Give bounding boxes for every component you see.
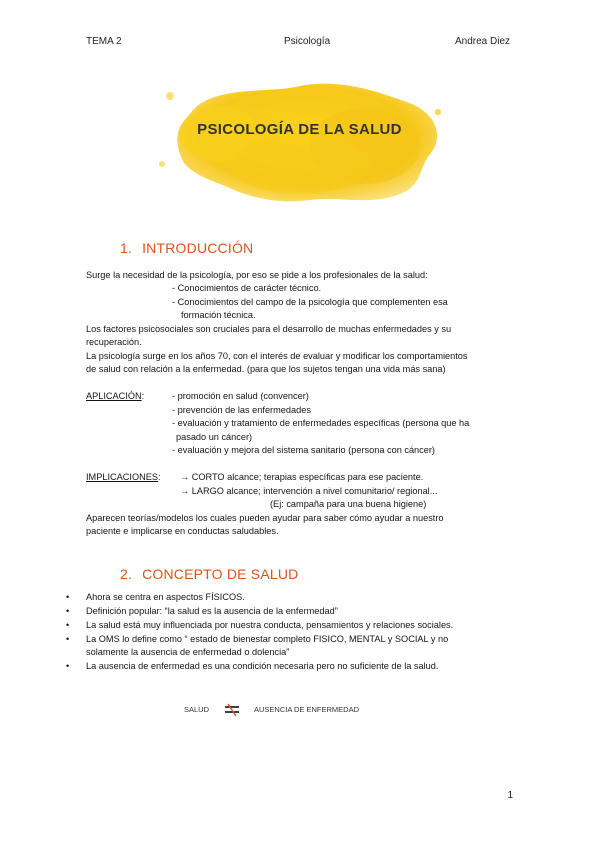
bullet-icon: • [66, 634, 70, 644]
diagram-left-label: SALUD [184, 705, 210, 714]
implicaciones-colon: : [157, 472, 161, 482]
watercolor-banner [150, 74, 450, 209]
aplicacion-item-1: - promoción en salud (convencer) [172, 391, 309, 401]
need-item-1: - Conocimientos de carácter técnico. [172, 283, 322, 293]
aplicacion-label-row [86, 390, 144, 403]
bullet-icon: • [66, 606, 70, 616]
section-title: INTRODUCCIÓN [142, 240, 254, 256]
page-title: PSICOLOGÍA DE LA SALUD [197, 121, 402, 138]
header-left: TEMA 2 [86, 36, 122, 47]
section-heading-introduccion [120, 240, 253, 256]
bullet-text-4-cont: solamente la ausencia de enfermedad o dolencia” [86, 647, 290, 657]
header-center: Psicología [284, 36, 331, 47]
section-heading-concepto [120, 566, 298, 582]
not-equal-icon [224, 702, 240, 718]
page-number: 1 [507, 790, 513, 801]
bullet-icon: • [66, 620, 70, 630]
section-number: 1. [120, 240, 133, 256]
implicaciones-item-2: → LARGO alcance; intervención a nivel comunitario/ regional... [180, 486, 438, 496]
bullet-text-4: La OMS lo define como “ estado de bienestar completo FISICO, MENTAL y SOCIAL y no [86, 634, 449, 644]
need-item-2: - Conocimientos del campo de la psicología que complementen esa [172, 297, 448, 307]
paragraph-surge-2: de salud con relación a la enfermedad. (para que los sujetos tengan una vida más sana) [86, 364, 446, 374]
aplicacion-label: APLICACIÓN [86, 391, 142, 401]
aplicacion-colon: : [141, 391, 145, 401]
paragraph-factors-1: Los factores psicosociales son cruciales para el desarrollo de muchas enfermedades y su [86, 324, 452, 334]
diagram-right-label: AUSENCIA DE ENFERMEDAD [254, 705, 360, 714]
header-right: Andrea Diez [455, 36, 511, 47]
bullet-text-3: La salud está muy influenciada por nuestra conducta, pensamientos y relaciones sociales. [86, 620, 454, 630]
paragraph-models-1: Aparecen teorías/modelos los cuales pueden ayudar para saber cómo ayudar a nuestro [86, 513, 444, 523]
implicaciones-item-1: → CORTO alcance; terapias específicas para ese paciente. [180, 472, 424, 482]
section-number: 2. [120, 566, 133, 582]
implicaciones-example: (Ej: campaña para una buena higiene) [270, 499, 427, 509]
aplicacion-item-2: - prevención de las enfermedades [172, 405, 311, 415]
implicaciones-label-row [86, 471, 161, 484]
bullet-text-1: Ahora se centra en aspectos FÍSICOS. [86, 592, 245, 602]
section-title: CONCEPTO DE SALUD [142, 566, 299, 582]
aplicacion-item-3: - evaluación y tratamiento de enfermedades específicas (persona que ha [172, 418, 470, 428]
aplicacion-item-3-cont: pasado un cáncer) [176, 432, 253, 442]
paragraph-models-2: paciente e implicarse en conductas saludables. [86, 526, 279, 536]
implicaciones-label: IMPLICACIONES [86, 472, 158, 482]
bullet-text-2: Definición popular: “la salud es la ausencia de la enfermedad” [86, 606, 338, 616]
bullet-text-5: La ausencia de enfermedad es una condición necesaria pero no suficiente de la salud. [86, 661, 439, 671]
aplicacion-item-4: - evaluación y mejora del sistema sanitario (persona con cáncer) [172, 445, 435, 455]
paragraph-factors-2: recuperación. [86, 337, 142, 347]
bullet-icon: • [66, 661, 70, 671]
paragraph-intro: Surge la necesidad de la psicología, por eso se pide a los profesionales de la salud: [86, 270, 428, 280]
paragraph-surge-1: La psicología surge en los años 70, con el interés de evaluar y modificar los comportamientos [86, 351, 468, 361]
bullet-icon: • [66, 592, 70, 602]
need-item-2-cont: formación técnica. [181, 310, 256, 320]
